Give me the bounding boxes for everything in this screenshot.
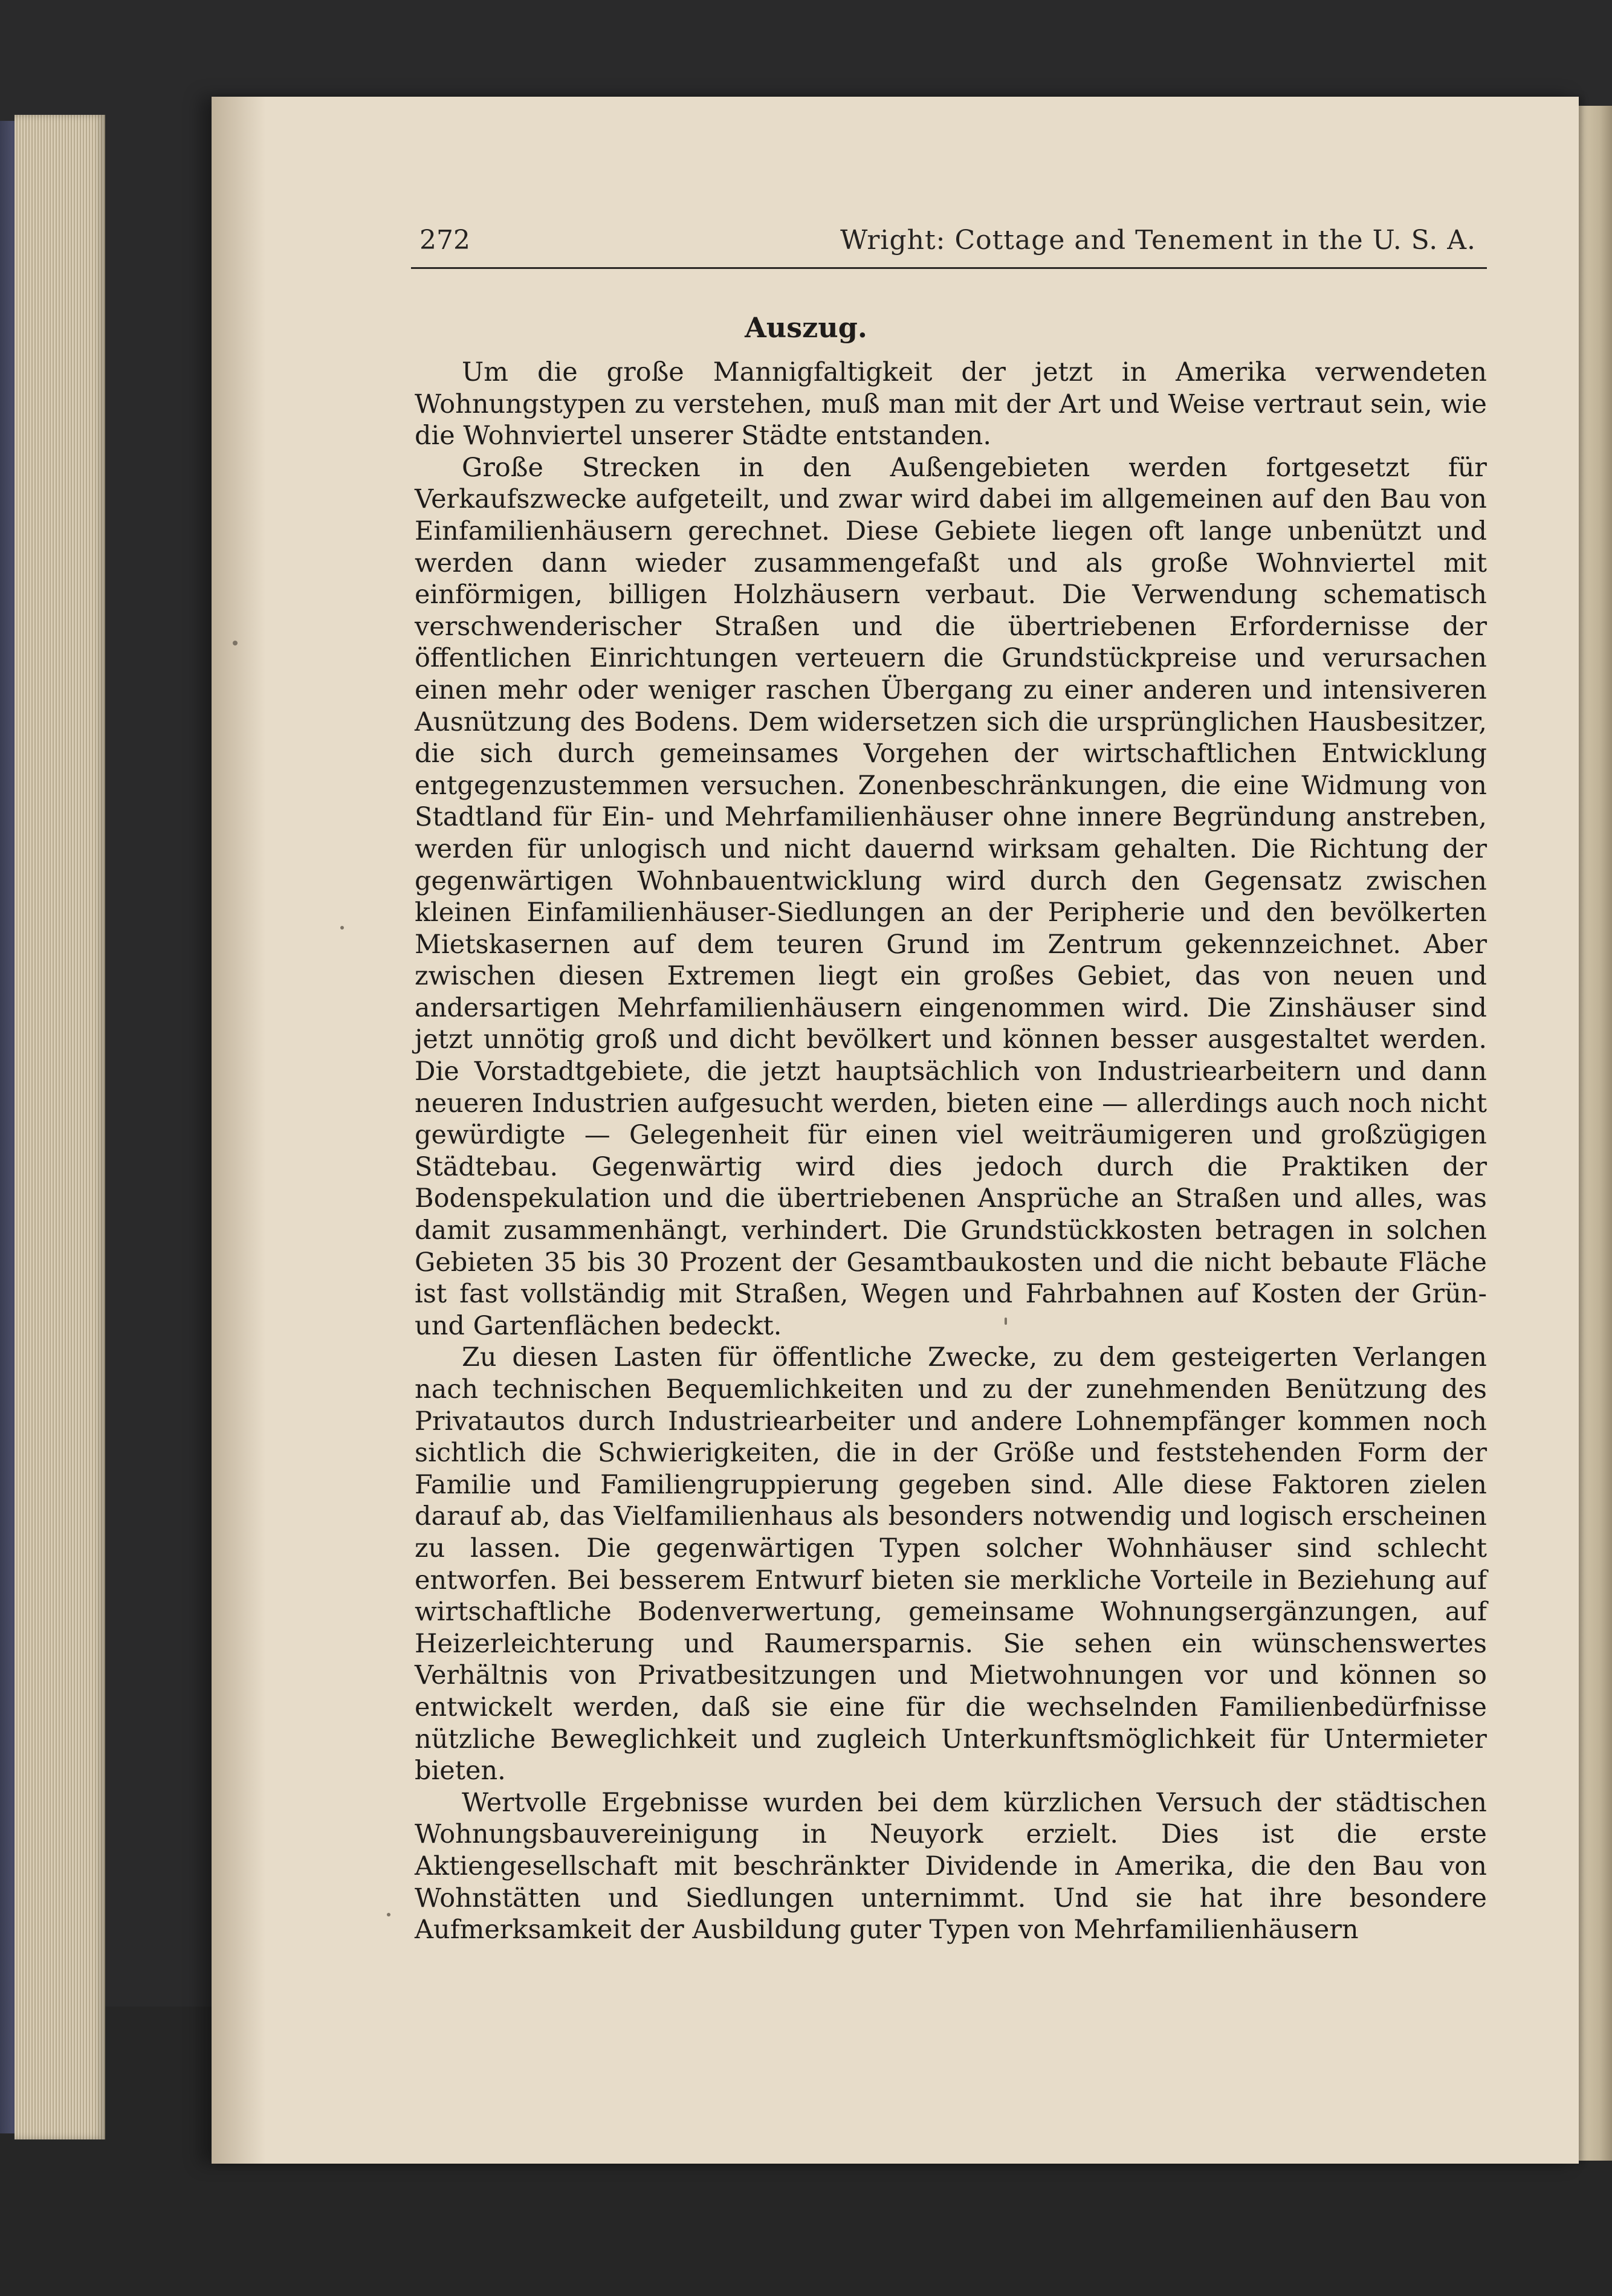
left-page-stack <box>15 115 105 2139</box>
page-gutter-shadow <box>212 97 266 2164</box>
paper-speck <box>233 641 238 645</box>
paragraph: Um die große Mannigfaltigkeit der jetzt in Amerika verwendeten Wohnungstypen zu verstehen, muß man mit der Art und Weise vertraut sein, wie die Wohnviertel unserer Städte entstanden. <box>415 357 1487 451</box>
running-head <box>411 225 1487 266</box>
header-rule <box>411 267 1487 269</box>
paper-speck <box>387 1913 390 1916</box>
body-text <box>415 357 1487 1946</box>
paragraph: Zu diesen Lasten für öffentliche Zwecke, zu dem gesteigerten Verlangen nach technischen Bequemlichkeiten und zu der zunehmenden Benützung des Privatautos durch Industriearbeiter und andere Lohnempfänger kommen noch sichtlich die Schwierigkeiten, die in der Größe und feststehenden Form der Familie und Familiengruppierung gegeben sind. Alle diese Faktoren zielen darauf ab, das Vielfamilienhaus als besonders notwendig und logisch erscheinen zu lassen. Die gegenwärtigen Typen solcher Wohnhäuser sind schlecht entworfen. Bei besserem Entwurf bieten sie merkliche Vorteile in Beziehung auf wirtschaftliche Bodenverwertung, gemeinsame Wohnungsergänzungen, auf Heizerleichterung und Raumersparnis. Sie sehen ein wünschenswertes Verhältnis von Privatbesitzungen und Mietwohnungen vor und können so entwickelt werden, daß sie eine für die wechselnden Familienbedürfnisse nützliche Beweglichkeit und zugleich Unterkunftsmöglichkeit für Untermieter bieten. <box>415 1342 1487 1787</box>
paragraph: Wertvolle Ergebnisse wurden bei dem kürzlichen Versuch der städtischen Wohnungsbauvereinigung in Neuyork erzielt. Dies ist die erste Aktiengesellschaft mit beschränkter Dividende in Amerika, die den Bau von Wohnstätten und Siedlungen unternimmt. Und sie hat ihre besondere Aufmerksamkeit der Ausbildung guter Typen von Mehrfamilienhäusern <box>415 1787 1487 1945</box>
paragraph: Große Strecken in den Außengebieten werden fortgesetzt für Verkaufszwecke aufgeteilt, und zwar wird dabei im allgemeinen auf den Bau von Einfamilienhäusern gerechnet. Diese Gebiete liegen oft lange unbenützt und werden dann wieder zusammengefaßt und als große Wohnviertel mit einförmigen, billigen Holzhäusern verbaut. Die Verwendung schematisch verschwenderischer Straßen und die übertriebenen Erfordernisse der öffentlichen Einrichtungen verteuern die Grundstückpreise und verursachen einen mehr oder weniger raschen Übergang zu einer anderen und intensiveren Ausnützung des Bodens. Dem widersetzen sich die ursprünglichen Hausbesitzer, die sich durch gemeinsames Vorgehen der wirtschaftlichen Entwicklung entgegenzustemmen versuchen. Zonenbeschränkungen, die eine Widmung von Stadtland für Ein- und Mehrfamilienhäuser ohne innere Begründung anstreben, werden für unlogisch und nicht dauernd wirksam gehalten. Die Richtung der gegenwärtigen Wohnbauentwicklung wird durch den Gegensatz zwischen kleinen Einfamilienhäuser-Siedlungen an der Peripherie und den bevölkerten Mietskasernen auf dem teuren Grund im Zentrum gekennzeichnet. Aber zwischen diesen Extremen liegt ein großes Gebiet, das von neuen und andersartigen Mehrfamilienhäusern eingenommen wird. Die Zinshäuser sind jetzt unnötig groß und dicht bevölkert und können besser ausgestaltet werden. Die Vorstadtgebiete, die jetzt hauptsächlich von Industriearbeitern und dann neueren Industrien aufgesucht werden, bieten eine — allerdings auch noch nicht gewürdigte — Gelegenheit für einen viel weiträumigeren und großzügigen Städtebau. Gegenwärtig wird dies jedoch durch die Praktiken der Bodenspekulation und die übertriebenen Ansprüche an Straßen und alles, was damit zusammenhängt, verhindert. Die Grundstückkosten betragen in solchen Gebieten 35 bis 30 Prozent der Gesamtbaukosten und die nicht bebaute Fläche ist fast vollständig mit Straßen, Wegen und Fahrbahnen auf Kosten der Grün- und Gartenflächen bedeckt. <box>415 452 1487 1341</box>
running-title: Wright: Cottage and Tenement in the U. S. A. <box>840 225 1476 256</box>
paper-speck <box>340 926 344 930</box>
page-number: 272 <box>419 225 470 256</box>
paper-speck <box>1005 1318 1007 1325</box>
section-heading: Auszug. <box>745 311 867 344</box>
